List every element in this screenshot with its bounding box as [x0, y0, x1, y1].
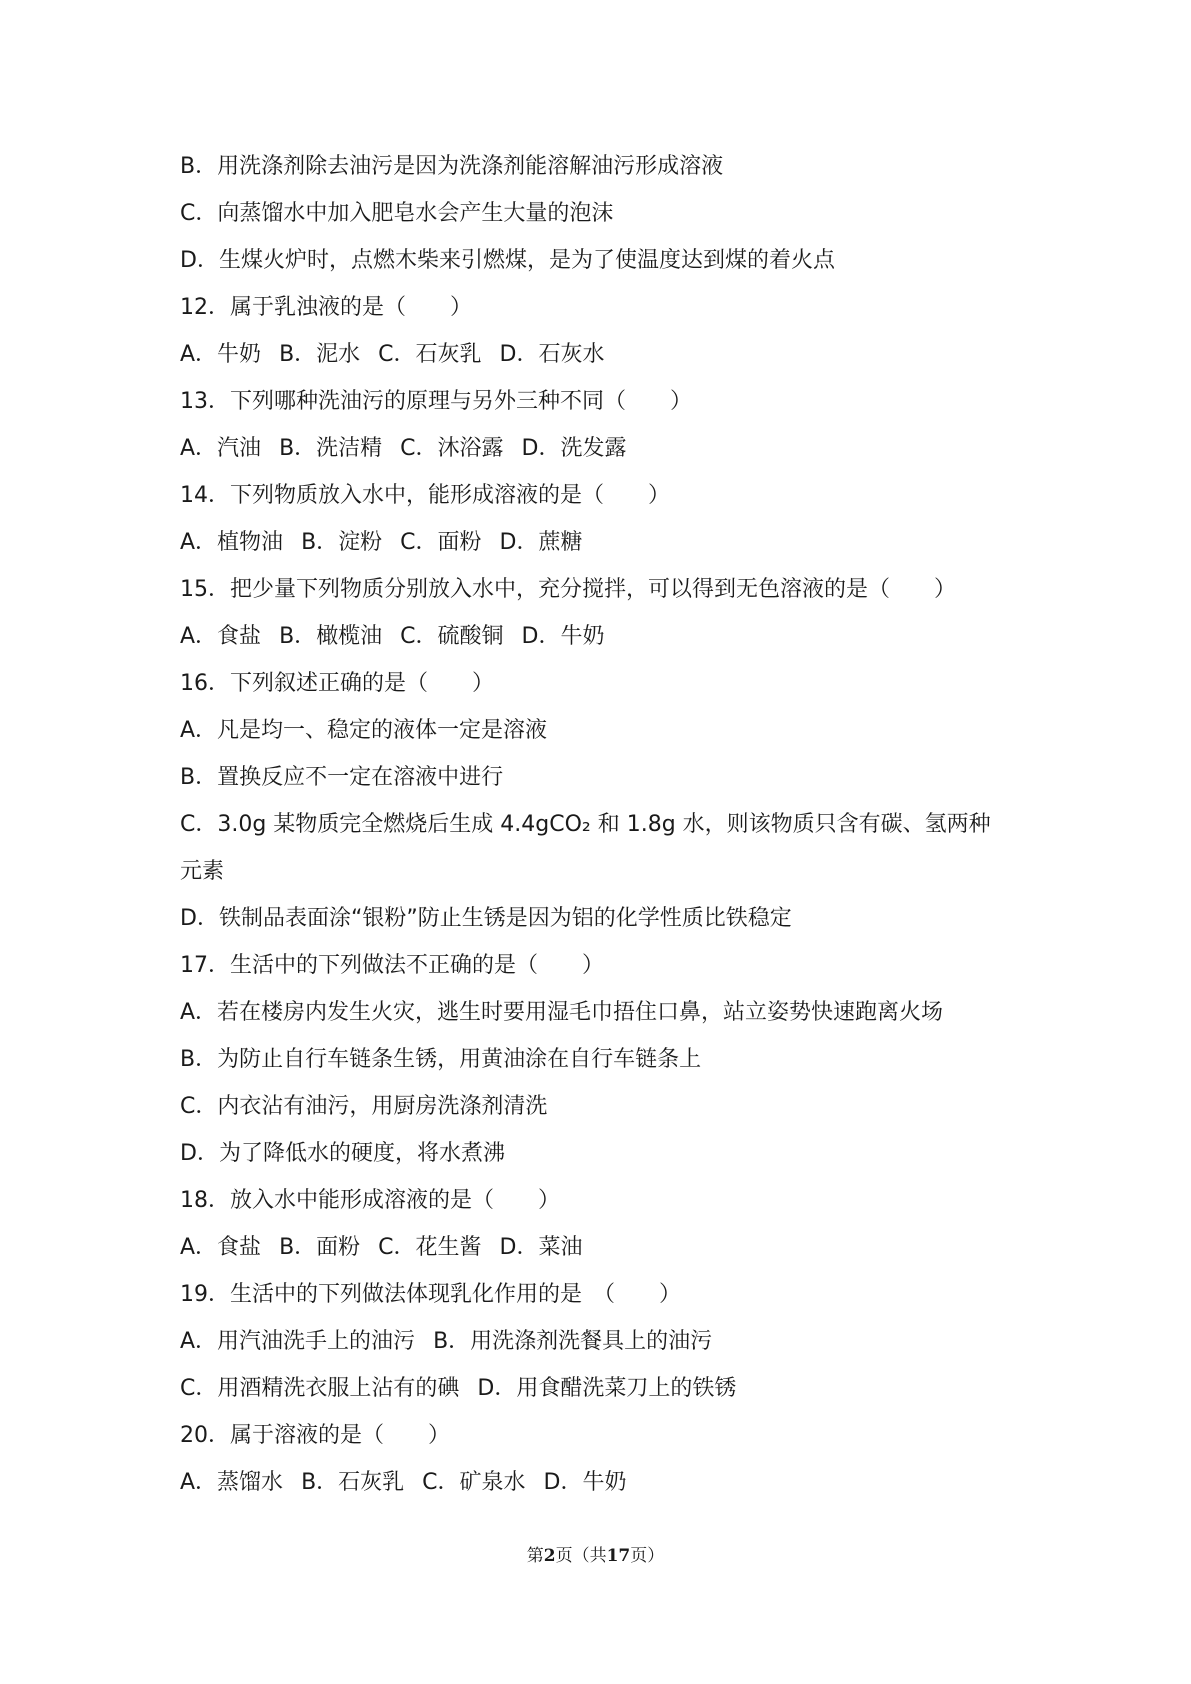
- question-list: [180, 143, 1030, 1506]
- answer-options-row: [180, 1318, 1030, 1365]
- answer-options-row: [180, 425, 1030, 472]
- answer-options-row: [180, 331, 1030, 378]
- answer-option: A．食盐: [180, 624, 262, 649]
- answer-option: B．用洗涤剂洗餐具上的油污: [433, 1329, 713, 1354]
- answer-option: B．石灰乳: [301, 1470, 405, 1495]
- answer-options-row: [180, 1365, 1030, 1412]
- answer-options-row: [180, 1224, 1030, 1271]
- footer-total-pages: 17: [606, 1546, 631, 1566]
- text-line: B．用洗涤剂除去油污是因为洗涤剂能溶解油污形成溶液: [180, 154, 724, 179]
- footer-page-number: 2: [543, 1546, 556, 1566]
- text-line: 13．下列哪种洗油污的原理与另外三种不同（ ）: [180, 389, 692, 414]
- answer-option: D．石灰水: [499, 342, 605, 367]
- answer-option: D．洗发露: [521, 436, 627, 461]
- text-line: D．为了降低水的硬度，将水煮沸: [180, 1141, 505, 1166]
- text-line: B．置换反应不一定在溶液中进行: [180, 765, 504, 790]
- answer-option: C．沐浴露: [400, 436, 504, 461]
- answer-option: C．硫酸铜: [400, 624, 504, 649]
- footer-suffix: 页）: [630, 1546, 665, 1566]
- answer-option: A．植物油: [180, 530, 284, 555]
- page-footer: [0, 1541, 1191, 1566]
- answer-option: A．牛奶: [180, 342, 262, 367]
- answer-option: D．蔗糖: [499, 530, 583, 555]
- footer-prefix: 第: [526, 1546, 544, 1566]
- text-line: 16．下列叙述正确的是（ ）: [180, 671, 494, 696]
- text-line: C．向蒸馏水中加入肥皂水会产生大量的泡沫: [180, 201, 614, 226]
- text-line: D．铁制品表面涂“银粉”防止生锈是因为铝的化学性质比铁稳定: [180, 906, 792, 931]
- text-line: 12．属于乳浊液的是（ ）: [180, 295, 472, 320]
- answer-option: A．用汽油洗手上的油污: [180, 1329, 416, 1354]
- text-line: 14．下列物质放入水中，能形成溶液的是（ ）: [180, 483, 670, 508]
- text-line: 元素: [180, 859, 225, 884]
- answer-option: C．石灰乳: [378, 342, 482, 367]
- answer-options-row: [180, 613, 1030, 660]
- answer-options-row: [180, 1459, 1030, 1506]
- text-line: A．凡是均一、稳定的液体一定是溶液: [180, 718, 548, 743]
- answer-option: B．泥水: [279, 342, 361, 367]
- answer-options-row: [180, 519, 1030, 566]
- text-line: 15．把少量下列物质分别放入水中，充分搅拌，可以得到无色溶液的是（ ）: [180, 577, 956, 602]
- answer-option: D．用食醋洗菜刀上的铁锈: [477, 1376, 737, 1401]
- answer-option: A．汽油: [180, 436, 262, 461]
- answer-option: A．食盐: [180, 1235, 262, 1260]
- answer-option: C．矿泉水: [422, 1470, 526, 1495]
- text-line: 17．生活中的下列做法不正确的是（ ）: [180, 953, 604, 978]
- answer-option: B．淀粉: [301, 530, 383, 555]
- answer-option: C．花生酱: [378, 1235, 482, 1260]
- text-line: A．若在楼房内发生火灾，逃生时要用湿毛巾捂住口鼻，站立姿势快速跑离火场: [180, 1000, 944, 1025]
- text-line: C．3.0g 某物质完全燃烧后生成 4.4gCO₂ 和 1.8g 水，则该物质只含有碳、氢两种: [180, 812, 991, 837]
- text-line: D．生煤火炉时，点燃木柴来引燃煤，是为了使温度达到煤的着火点: [180, 248, 835, 273]
- text-line: B．为防止自行车链条生锈，用黄油涂在自行车链条上: [180, 1047, 702, 1072]
- footer-middle: 页（共: [555, 1546, 607, 1566]
- answer-option: D．牛奶: [543, 1470, 627, 1495]
- answer-option: D．牛奶: [521, 624, 605, 649]
- text-line: 20．属于溶液的是（ ）: [180, 1423, 450, 1448]
- answer-option: A．蒸馏水: [180, 1470, 284, 1495]
- answer-option: C．用酒精洗衣服上沾有的碘: [180, 1376, 460, 1401]
- text-line: 18．放入水中能形成溶液的是（ ）: [180, 1188, 560, 1213]
- answer-option: B．面粉: [279, 1235, 361, 1260]
- text-line: 19．生活中的下列做法体现乳化作用的是 （ ）: [180, 1282, 681, 1307]
- answer-option: B．橄榄油: [279, 624, 383, 649]
- answer-option: C．面粉: [400, 530, 482, 555]
- answer-option: B．洗洁精: [279, 436, 383, 461]
- answer-option: D．菜油: [499, 1235, 583, 1260]
- text-line: C．内衣沾有油污，用厨房洗涤剂清洗: [180, 1094, 548, 1119]
